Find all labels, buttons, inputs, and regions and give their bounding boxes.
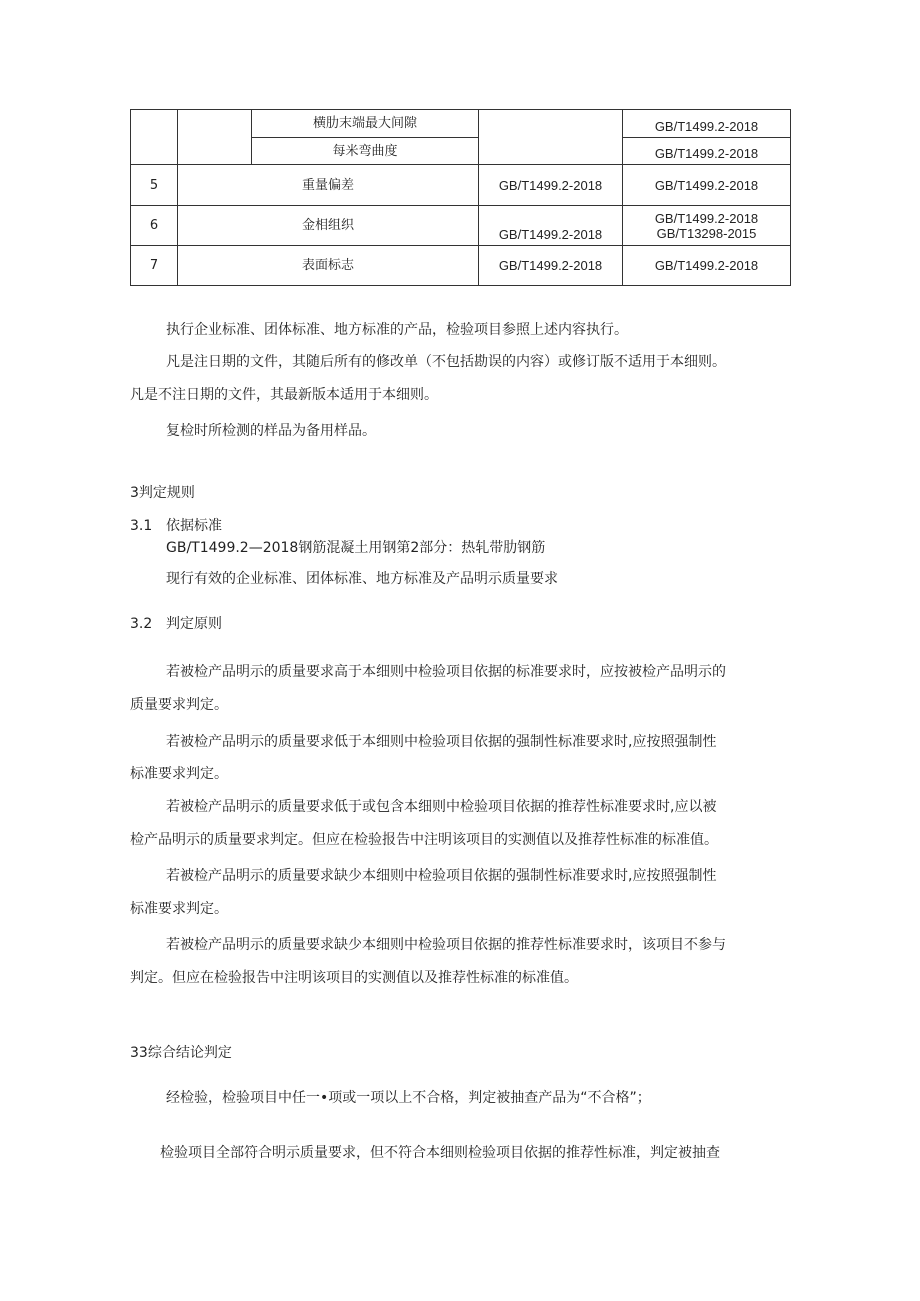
table-cell-empty: [131, 110, 178, 165]
table-cell-item: 每米弯曲度: [252, 138, 479, 165]
table-cell-number: 5: [131, 165, 178, 206]
rule-4-line: 若被检产品明示的质量要求缺少本细则中检验项目依据的强制性标准要求时,应按照强制性: [166, 868, 717, 884]
table-cell-item: 金相组织: [178, 206, 479, 246]
rule-3-line: 若被检产品明示的质量要求低于或包含本细则中检验项目依据的推荐性标准要求时,应以被: [166, 799, 717, 815]
paragraph-undated-documents: 凡是不注日期的文件，其最新版本适用于本细则。: [130, 387, 438, 403]
section-3-2-title: 判定原则: [166, 616, 222, 632]
section-3-2-number: 3.2: [130, 616, 153, 632]
rule-3-line: 检产品明示的质量要求判定。但应在检验报告中注明该项目的实测值以及推荐性标准的标准值。: [130, 832, 718, 848]
table-cell-number: 7: [131, 246, 178, 286]
paragraph-enterprise-standard: 执行企业标准、团体标准、地方标准的产品，检验项目参照上述内容执行。: [166, 322, 628, 338]
rule-2-line: 若被检产品明示的质量要求低于本细则中检验项目依据的强制性标准要求时,应按照强制性: [166, 734, 717, 750]
table-cell-standard: GB/T1499.2-2018: [623, 165, 791, 206]
table-cell-standard: GB/T1499.2-2018: [479, 246, 623, 286]
rule-5-line: 若被检产品明示的质量要求缺少本细则中检验项目依据的推荐性标准要求时，该项目不参与: [166, 937, 726, 953]
table-cell-item: 重量偏差: [178, 165, 479, 206]
conclusion-paragraph: 经检验，检验项目中任一•项或一项以上不合格，判定被抽查产品为“不合格”；: [166, 1090, 651, 1106]
rule-1-line: 若被检产品明示的质量要求高于本细则中检验项目依据的标准要求时，应按被检产品明示的: [166, 664, 726, 680]
basis-standard-line: GB/T1499.2—2018钢筋混凝土用钢第2部分：热轧带肋钢筋: [166, 540, 546, 556]
paragraph-dated-documents: 凡是注日期的文件，其随后所有的修改单（不包括勘误的内容）或修订版不适用于本细则。: [166, 354, 726, 370]
rule-5-line: 判定。但应在检验报告中注明该项目的实测值以及推荐性标准的标准值。: [130, 970, 578, 986]
table-cell-item: 横肋末端最大间隙: [252, 110, 479, 138]
table-cell-empty: [178, 110, 252, 165]
basis-standard-line: 现行有效的企业标准、团体标准、地方标准及产品明示质量要求: [166, 571, 558, 587]
section-3-1-number: 3.1: [130, 518, 153, 534]
paragraph-retest-sample: 复检时所检测的样品为备用样品。: [166, 423, 376, 439]
section-3-3-title: 33综合结论判定: [130, 1045, 232, 1061]
table-row: [131, 110, 791, 138]
table-cell-standard: GB/T1499.2-2018: [479, 165, 623, 206]
standard-line: GB/T13298-2015: [656, 225, 757, 241]
table-cell-standard: GB/T1499.2-2018: [623, 246, 791, 286]
table-cell-item: 表面标志: [178, 246, 479, 286]
table-cell-standard: GB/T1499.2-2018: [623, 138, 791, 165]
standard-line: GB/T1499.2-2018: [654, 210, 759, 226]
section-3-title: 3判定规则: [130, 485, 195, 501]
table-cell-standard: GB/T1499.2-2018: [479, 206, 623, 246]
rule-4-line: 标准要求判定。: [130, 901, 228, 917]
table-cell-standard: GB/T1499.2-2018: [623, 110, 791, 138]
table-cell-standard-multi: [623, 206, 791, 246]
table-row: [131, 206, 791, 246]
table-cell-empty: [479, 110, 623, 165]
conclusion-paragraph: 检验项目全部符合明示质量要求，但不符合本细则检验项目依据的推荐性标准，判定被抽查: [160, 1145, 720, 1161]
rule-2-line: 标准要求判定。: [130, 766, 228, 782]
rule-1-line: 质量要求判定。: [130, 697, 228, 713]
inspection-standards-table: [130, 109, 791, 286]
table-row: [131, 165, 791, 206]
table-cell-number: 6: [131, 206, 178, 246]
table-row: [131, 246, 791, 286]
section-3-1-title: 依据标准: [166, 518, 222, 534]
